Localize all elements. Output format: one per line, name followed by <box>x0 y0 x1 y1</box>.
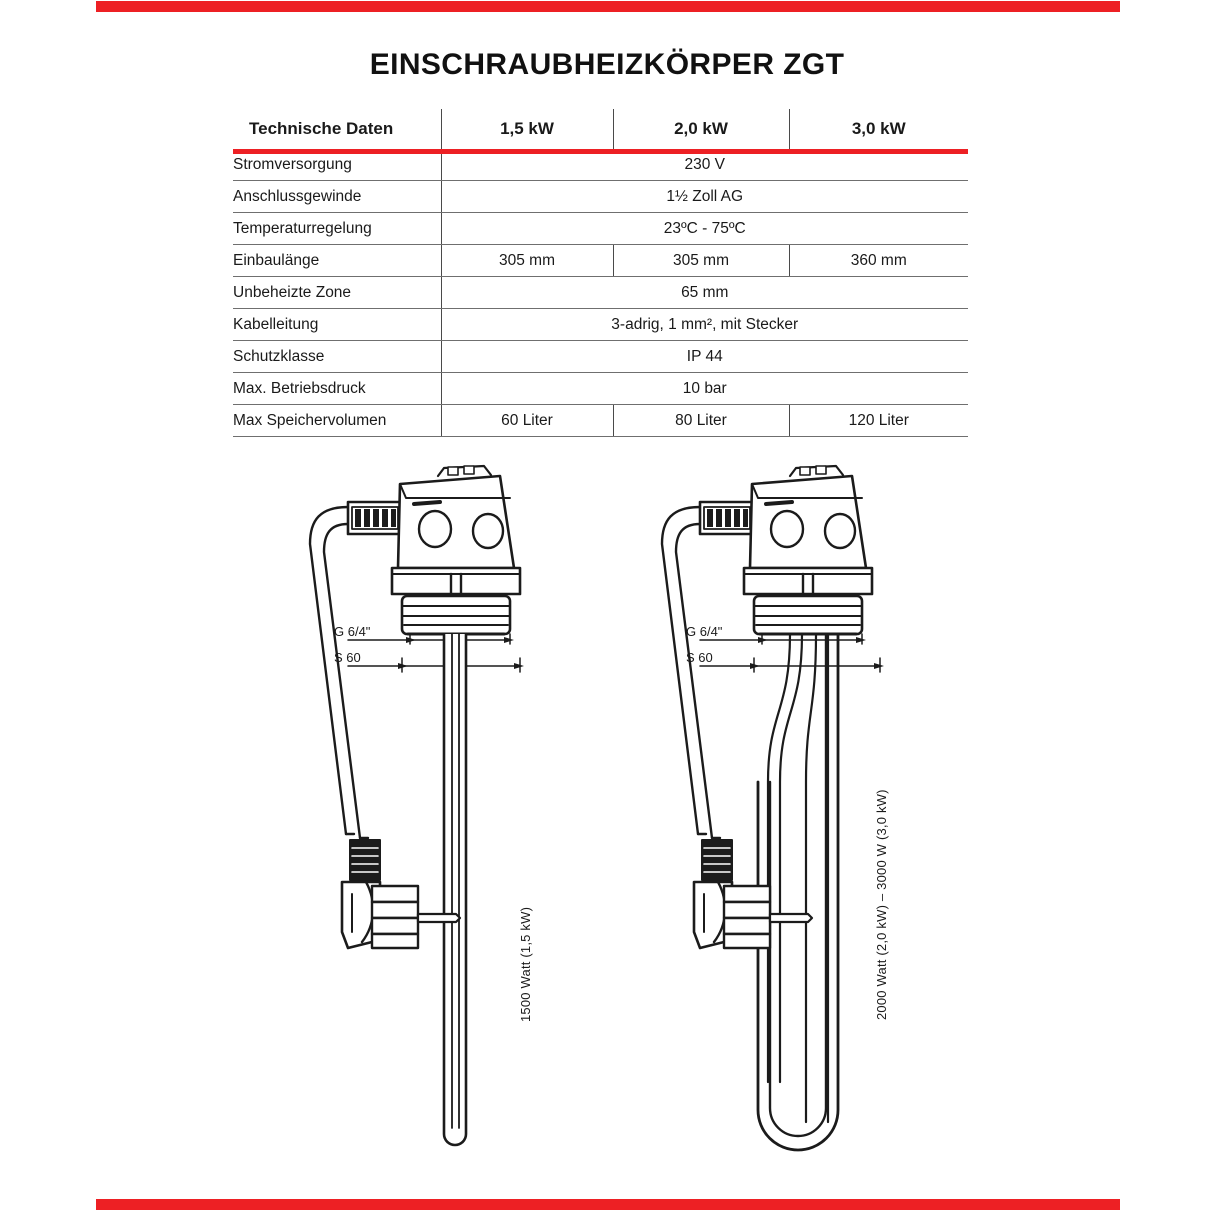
table-header-label: Technische Daten <box>233 109 441 149</box>
dimension-lines <box>348 634 520 672</box>
cable-gland-icon <box>348 502 406 534</box>
drawing-u-bend-element-heater <box>640 462 940 1202</box>
row-label: Temperaturregelung <box>233 213 441 245</box>
row-value-all: IP 44 <box>441 341 968 373</box>
row-value-all: 1½ Zoll AG <box>441 181 968 213</box>
row-label: Unbeheizte Zone <box>233 277 441 309</box>
row-value-col-1: 305 mm <box>441 245 613 277</box>
thermostat-port-right <box>473 514 503 548</box>
row-value-all: 10 bar <box>441 373 968 405</box>
schuko-plug <box>342 840 460 948</box>
cable-gland-icon <box>700 502 758 534</box>
row-value-col-3: 360 mm <box>789 245 968 277</box>
threaded-collar <box>754 596 862 634</box>
power-label-left: 1500 Watt (1,5 kW) <box>518 906 533 1022</box>
dim-length-label-right: S 60 <box>686 650 713 665</box>
dim-thread-label-right: G 6/4" <box>686 624 723 639</box>
row-value-col-1: 60 Liter <box>441 405 613 437</box>
hex-nut <box>392 568 520 594</box>
product-drawings <box>0 462 1214 1202</box>
thermostat-port-left <box>419 511 451 547</box>
row-label: Kabelleitung <box>233 309 441 341</box>
table-header-red-rule <box>233 149 968 154</box>
hex-nut <box>744 568 872 594</box>
table-row <box>233 245 968 277</box>
row-value-all: 230 V <box>441 149 968 181</box>
row-label: Max Speichervolumen <box>233 405 441 437</box>
row-label: Max. Betriebsdruck <box>233 373 441 405</box>
table-row <box>233 309 968 341</box>
row-label: Anschlussgewinde <box>233 181 441 213</box>
threaded-collar <box>402 596 510 634</box>
table-row <box>233 405 968 437</box>
row-value-col-2: 305 mm <box>613 245 789 277</box>
row-label: Schutzklasse <box>233 341 441 373</box>
row-value-col-2: 80 Liter <box>613 405 789 437</box>
power-label-right: 2000 Watt (2,0 kW) – 3000 W (3,0 kW) <box>874 789 889 1020</box>
technical-data-table <box>233 109 968 437</box>
dim-thread-label-left: G 6/4" <box>334 624 371 639</box>
power-cable <box>662 507 712 838</box>
table-row <box>233 341 968 373</box>
row-value-all: 3-adrig, 1 mm², mit Stecker <box>441 309 968 341</box>
top-accent-bar <box>96 1 1120 12</box>
dim-length-label-left: S 60 <box>334 650 361 665</box>
schuko-plug <box>694 840 812 948</box>
table-row <box>233 373 968 405</box>
power-cable-lower <box>346 834 368 838</box>
table-header-col-2: 2,0 kW <box>613 109 789 149</box>
table-row <box>233 181 968 213</box>
table-row <box>233 277 968 309</box>
thermostat-port-right <box>825 514 855 548</box>
power-cable-lower <box>698 834 720 838</box>
row-value-col-3: 120 Liter <box>789 405 968 437</box>
row-value-all: 65 mm <box>441 277 968 309</box>
table-header-col-3: 3,0 kW <box>789 109 968 149</box>
heating-tube-straight <box>444 634 466 1145</box>
power-cable <box>310 507 360 838</box>
drawing-straight-element-heater <box>288 462 588 1202</box>
row-label: Stromversorgung <box>233 149 441 181</box>
page-title: EINSCHRAUBHEIZKÖRPER ZGT <box>369 48 845 81</box>
row-value-all: 23ºC - 75ºC <box>441 213 968 245</box>
table-header-col-1: 1,5 kW <box>441 109 613 149</box>
row-label: Einbaulänge <box>233 245 441 277</box>
table-row <box>233 213 968 245</box>
table-header-row <box>233 109 968 149</box>
thermostat-port-left <box>771 511 803 547</box>
